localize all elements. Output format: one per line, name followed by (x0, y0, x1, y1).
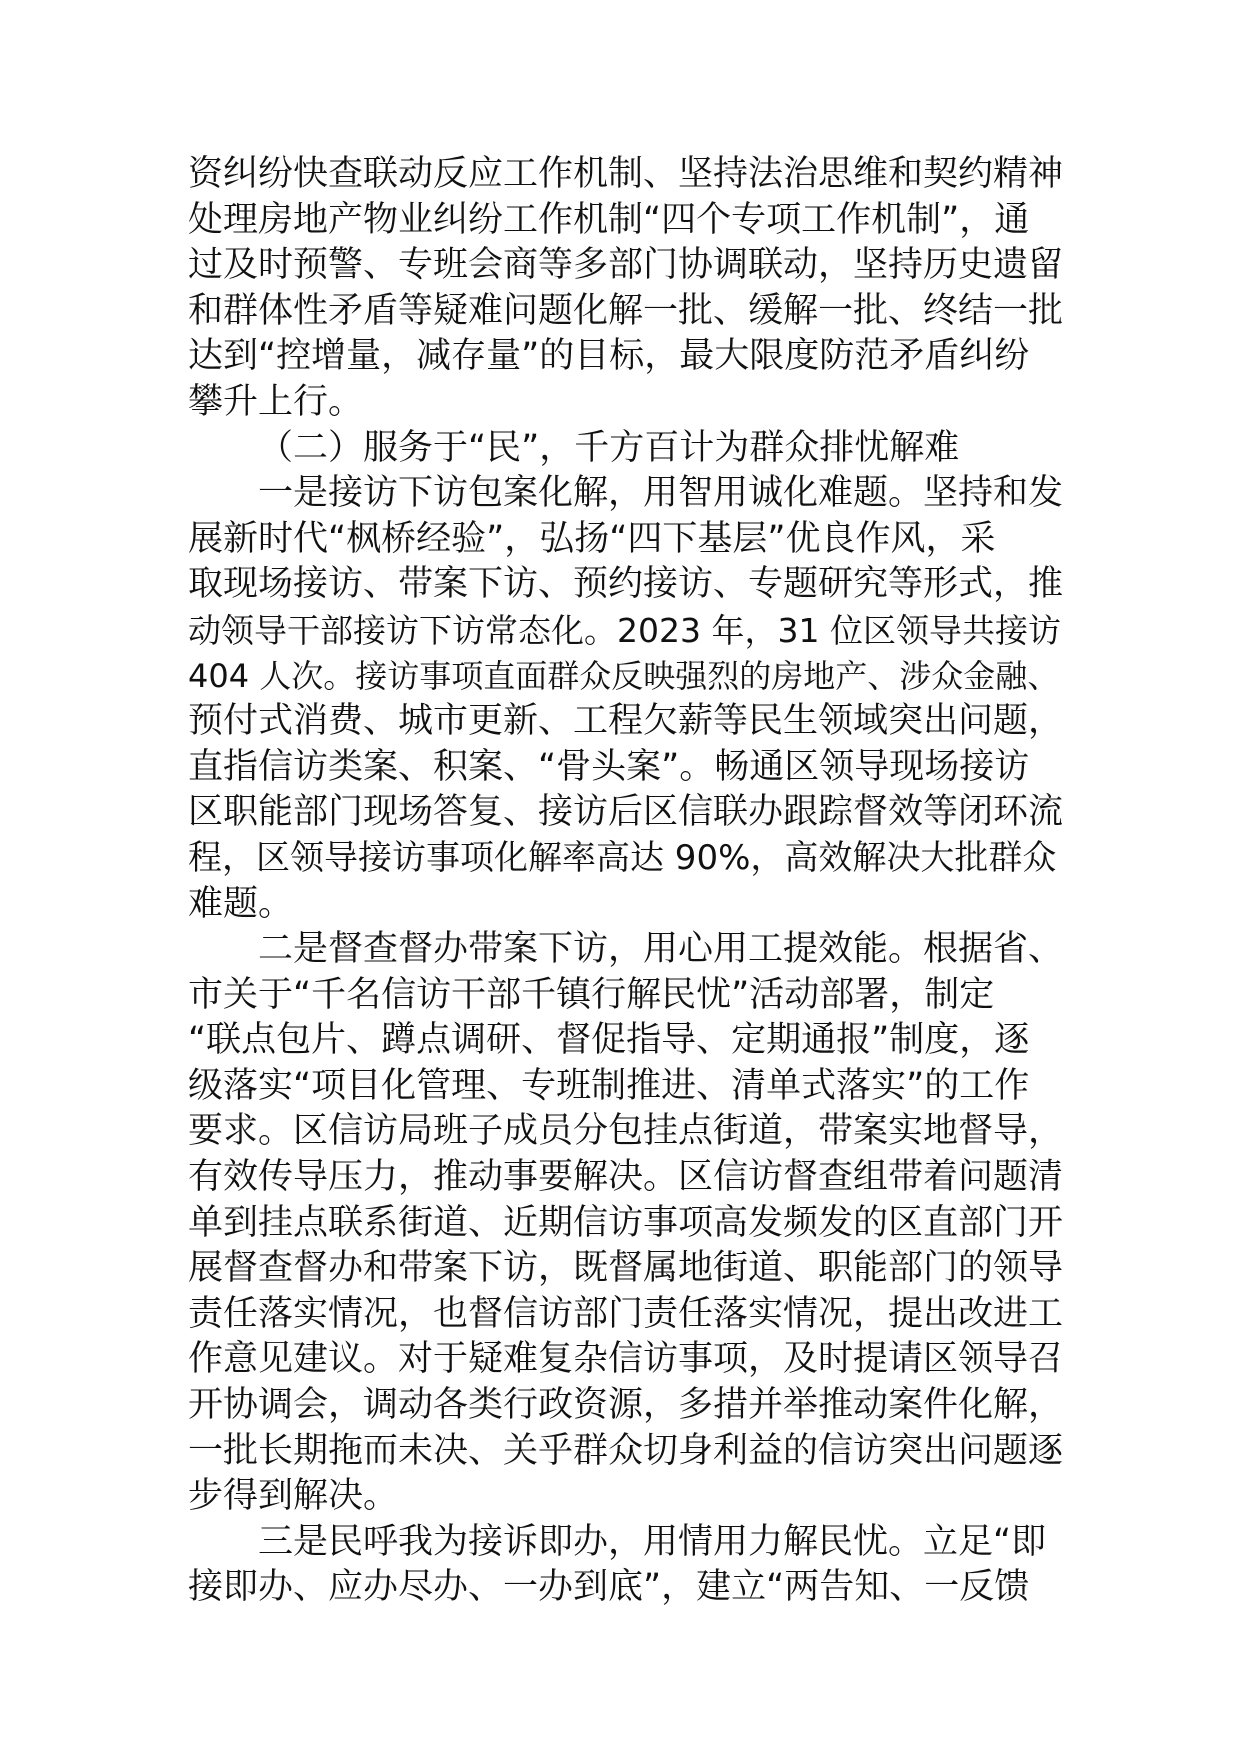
text-line: 二是督查督办带案下访，用心用工提效能。根据省、 (258, 929, 1064, 970)
text-line: 级落实“项目化管理、专班制推进、清单式落实”的工作 (188, 1065, 1030, 1106)
text-line: 攀升上行。 (188, 381, 364, 422)
text-line: 展督查督办和带案下访，既督属地街道、职能部门的领导 (188, 1248, 1064, 1289)
text-line: 一批长期拖而未决、关乎群众切身利益的信访突出问题逐 (188, 1430, 1064, 1471)
text-line: 404 人次。接访事项直面群众反映强烈的房地产、涉众金融、 (188, 656, 1060, 695)
body-text (188, 152, 1068, 1611)
text-line: 步得到解决。 (188, 1476, 399, 1517)
text-line: 处理房地产物业纠纷工作机制“四个专项工作机制”，通 (188, 199, 1030, 240)
text-line: 一是接访下访包案化解，用智用诚化难题。坚持和发 (258, 473, 1064, 514)
text-line: （二）服务于“民”，千方百计为群众排忧解难 (258, 427, 960, 468)
text-line: 预付式消费、城市更新、工程欠薪等民生领域突出问题， (188, 701, 1064, 742)
text-line: 取现场接访、带案下访、预约接访、专题研究等形式，推 (188, 564, 1064, 605)
text-line: 作意见建议。对于疑难复杂信访事项，及时提请区领导召 (188, 1339, 1064, 1380)
text-line: 直指信访类案、积案、“骨头案”。畅通区领导现场接访 (188, 746, 1030, 787)
text-line: 责任落实情况，也督信访部门责任落实情况，提出改进工 (188, 1293, 1064, 1334)
text-line: 接即办、应办尽办、一办到底”，建立“两告知、一反馈 (188, 1567, 1030, 1608)
text-line: 过及时预警、专班会商等多部门协调联动，坚持历史遗留 (188, 245, 1064, 286)
text-line: 三是民呼我为接诉即办，用情用力解民忧。立足“即 (258, 1521, 1047, 1562)
text-line: 和群体性矛盾等疑难问题化解一批、缓解一批、终结一批 (188, 290, 1064, 331)
text-line: 达到“控增量，减存量”的目标，最大限度防范矛盾纠纷 (188, 336, 1030, 377)
text-line: 展新时代“枫桥经验”，弘扬“四下基层”优良作风，采 (188, 518, 996, 559)
text-line: 有效传导压力，推动事要解决。区信访督查组带着问题清 (188, 1157, 1064, 1198)
text-line: 区职能部门现场答复、接访后区信联办跟踪督效等闭环流 (188, 792, 1064, 833)
text-line: 市关于“千名信访干部千镇行解民忧”活动部署，制定 (188, 974, 995, 1015)
text-line: 程，区领导接访事项化解率高达 90%，高效解决大批群众 (188, 837, 1057, 878)
text-line: “联点包片、蹲点调研、督促指导、定期通报”制度，逐 (188, 1020, 1030, 1061)
text-line: 动领导干部接访下访常态化。2023 年，31 位区领导共接访 (188, 610, 1061, 650)
text-line: 单到挂点联系街道、近期信访事项高发频发的区直部门开 (188, 1202, 1064, 1243)
text-line: 难题。 (188, 883, 294, 924)
text-line: 资纠纷快查联动反应工作机制、坚持法治思维和契约精神 (188, 154, 1064, 194)
text-line: 开协调会，调动各类行政资源，多措并举推动案件化解， (188, 1385, 1064, 1426)
text-line: 要求。区信访局班子成员分包挂点街道，带案实地督导， (188, 1111, 1064, 1152)
